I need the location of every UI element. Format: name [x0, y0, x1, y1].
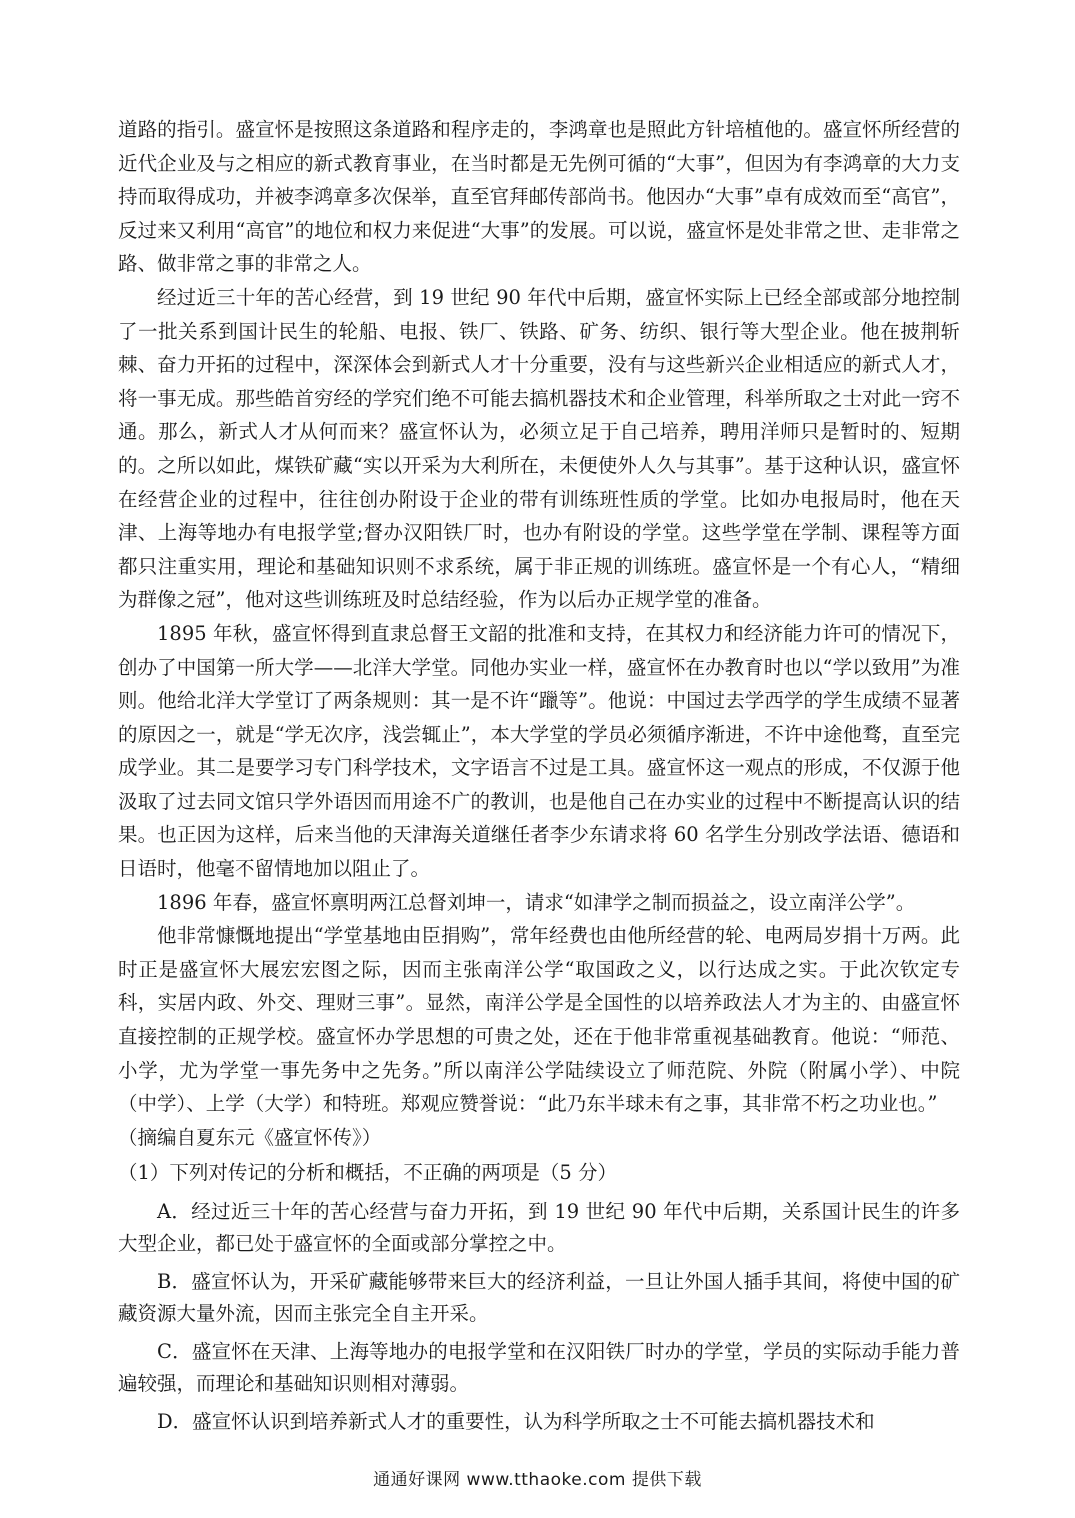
option-d: D．盛宣怀认识到培养新式人才的重要性，认为科学所取之士不可能去搞机器技术和 — [157, 1410, 875, 1433]
paragraph-1: 道路的指引。盛宣怀是按照这条道路和程序走的，李鸿章也是照此方针培植他的。盛宣怀所经营的近代企业及与之相应的新式教育事业，在当时都是无先例可循的“大事”，但因为有李鸿章的大力支持而取得成功，并被李鸿章多次保举，直至官拜邮传部尚书。他因办“大事”卓有成效而至“高官”，反过来又利用“高官”的地位和权力来促进“大事”的发展。可以说，盛宣怀是处非常之世、走非常之路、做非常之事的非常之人。 — [118, 118, 960, 276]
paragraph-5: 他非常慷慨地提出“学堂基地由臣捐购”，常年经费也由他所经营的轮、电两局岁捐十万两。此时正是盛宣怀大展宏宏图之际，因而主张南洋公学“取国政之义，以行达成之实。于此次钦定专科，实居内政、外交、理财三事”。显然，南洋公学是全国性的以培养政法人才为主的、由盛宣怀直接控制的正规学校。盛宣怀办学思想的可贵之处，还在于他非常重视基础教育。他说：“师范、小学，尤为学堂一事先务中之先务。”所以南洋公学陆续设立了师范院、外院（附属小学）、中院（中学）、上学（大学）和特班。郑观应赞誉说：“此乃东半球未有之事，其非常不朽之功业也。” — [118, 924, 960, 1116]
paragraph-3: 1895 年秋，盛宣怀得到直隶总督王文韶的批准和支持，在其权力和经济能力许可的情况下，创办了中国第一所大学——北洋大学堂。同他办实业一样，盛宣怀在办教育时也以“学以致用”为准则。他给北洋大学堂订了两条规则：其一是不许“躐等”。他说：中国过去学西学的学生成绩不显著的原因之一，就是“学无次序，浅尝辄止”，本大学堂的学员必须循序渐进，不许中途他骛，直至完成学业。其二是要学习专门科学技术，文字语言不过是工具。盛宣怀这一观点的形成，不仅源于他汲取了过去同文馆只学外语因而用途不广的教训，也是他自己在办实业的过程中不断提高认识的结果。也正因为这样，后来当他的天津海关道继任者李少东请求将 60 名学生分别改学法语、德语和日语时，他毫不留情地加以阻止了。 — [118, 621, 960, 881]
article-body — [118, 113, 960, 1438]
source-note: （摘编自夏东元《盛宣怀传》） — [118, 1125, 382, 1149]
option-a: A．经过近三十年的苦心经营与奋力开拓，到 19 世纪 90 年代中后期，关系国计民生的许多大型企业，都已处于盛宣怀的全面或部分掌控之中。 — [118, 1200, 960, 1255]
paragraph-2: 经过近三十年的苦心经营，到 19 世纪 90 年代中后期，盛宣怀实际上已经全部或部分地控制了一批关系到国计民生的轮船、电报、铁厂、铁路、矿务、纺织、银行等大型企业。他在披荆斩棘、奋力开拓的过程中，深深体会到新式人才十分重要，没有与这些新兴企业相适应的新式人才，将一事无成。那些皓首穷经的学究们绝不可能去搞机器技术和企业管理，科举所取之士对此一窍不通。那么，新式人才从何而来？盛宣怀认为，必须立足于自己培养，聘用洋师只是暂时的、短期的。之所以如此，煤铁矿藏“实以开采为大利所在，未便使外人久与其事”。基于这种认识，盛宣怀在经营企业的过程中，往往创办附设于企业的带有训练班性质的学堂。比如办电报局时，他在天津、上海等地办有电报学堂;督办汉阳铁厂时，也办有附设的学堂。这些学堂在学制、课程等方面都只注重实用，理论和基础知识则不求系统，属于非正规的训练班。盛宣怀是一个有心人，“精细为群像之冠”，他对这些训练班及时总结经验，作为以后办正规学堂的准备。 — [118, 285, 960, 612]
option-c: C．盛宣怀在天津、上海等地办的电报学堂和在汉阳铁厂时办的学堂，学员的实际动手能力普遍较强，而理论和基础知识则相对薄弱。 — [118, 1340, 960, 1395]
paragraph-4: 1896 年春，盛宣怀禀明两江总督刘坤一，请求“如津学之制而损益之，设立南洋公学”。 — [157, 890, 916, 914]
option-b: B．盛宣怀认为，开采矿藏能够带来巨大的经济利益，一旦让外国人插手其间，将使中国的矿藏资源大量外流，因而主张完全自主开采。 — [118, 1270, 960, 1325]
question-1: （1）下列对传记的分析和概括，不正确的两项是（5 分） — [118, 1161, 618, 1185]
page-footer: 通通好课网 www.tthaoke.com 提供下载 — [373, 1470, 702, 1490]
